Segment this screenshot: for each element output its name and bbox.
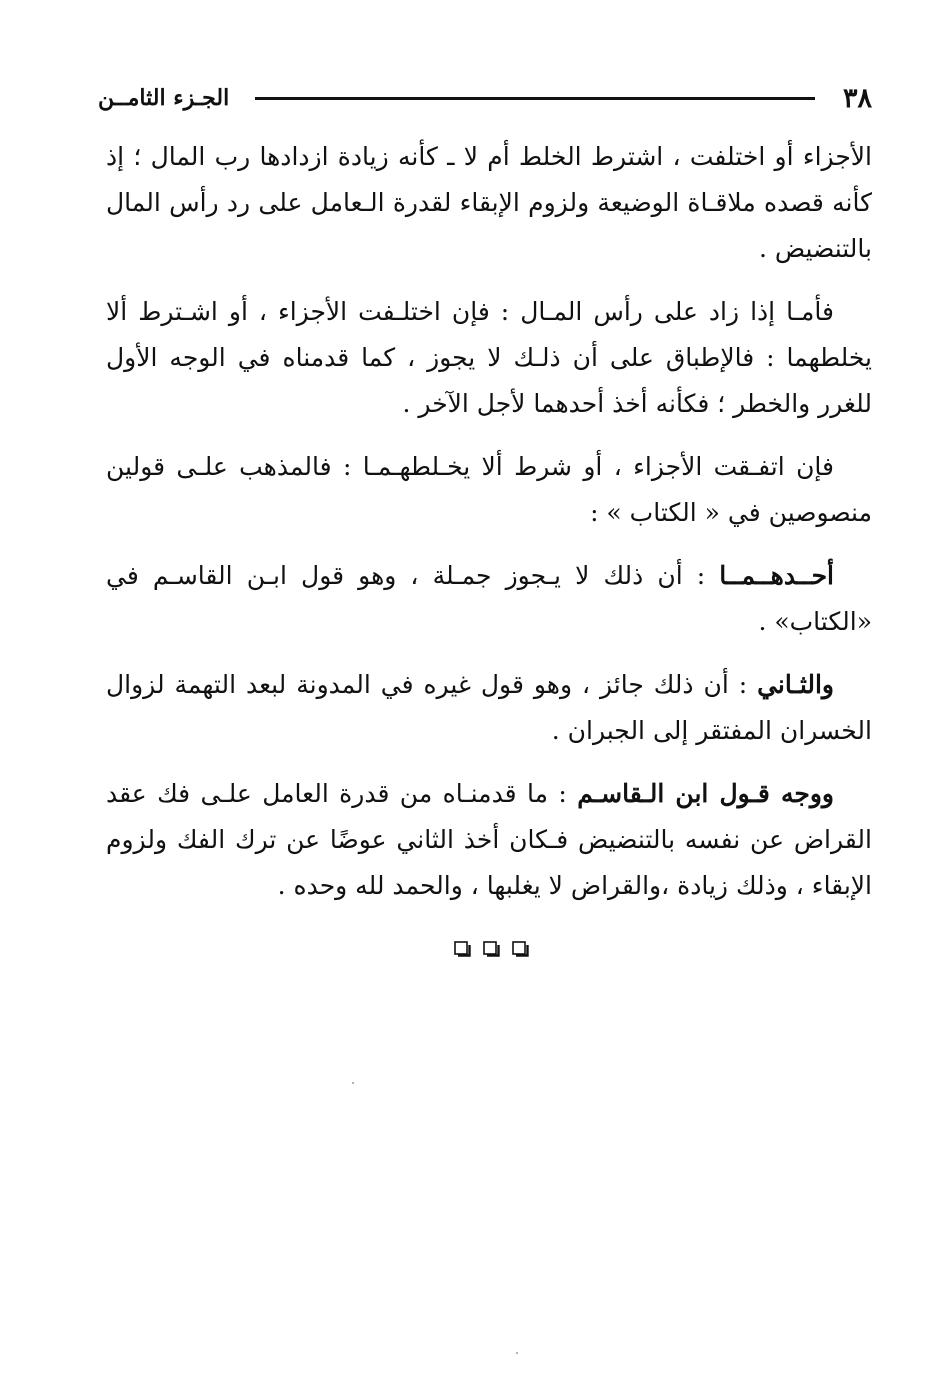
section-end-ornament: [454, 938, 530, 962]
square-box-icon: [454, 941, 472, 959]
square-box-icon: [512, 941, 530, 959]
paragraph-lead: والثـاني: [757, 670, 834, 699]
running-title: الجـزء الثامــن: [98, 85, 230, 111]
header-rule: [255, 97, 815, 100]
body-text: [106, 134, 872, 921]
scan-speck: [516, 1352, 518, 1354]
paragraph-3: [106, 444, 872, 536]
paragraph-text: : أن ذلك جائز ، وهو قول غيره في المدونة لبعد التهمة لزوال الخسران المفتقر إلى الجبران .: [106, 670, 872, 745]
page-header: [98, 78, 872, 118]
paragraph-text: فإن اتفـقت الأجزاء ، أو شرط ألا يخـلطهـمـا : فالمذهب علـى قولين منصوصين في « الكتاب » :: [106, 452, 872, 527]
paragraph-6: [106, 771, 872, 909]
square-box-icon: [483, 941, 501, 959]
paragraph-4: [106, 553, 872, 645]
paragraph-text: فأمـا إذا زاد على رأس المـال : فإن اختلـفت الأجزاء ، أو اشـترط ألا يخلطهما : فالإطباق على أن ذلـك لا يجوز ، كما قدمناه في الوجه الأول للغرر والخطر ؛ فكأنه أخذ أحدهما لأجل الآخر .: [106, 297, 872, 418]
paragraph-5: [106, 662, 872, 754]
page-number: ٣٨: [842, 82, 872, 114]
paragraph-text: : أن ذلك لا يـجوز جمـلة ، وهو قول ابـن القاسـم في «الكتاب» .: [106, 561, 872, 636]
paragraph-1: [106, 134, 872, 272]
paragraph-2: [106, 289, 872, 427]
paragraph-lead: أحــدهــمــا: [719, 561, 834, 590]
paragraph-text: الأجزاء أو اختلفت ، اشترط الخلط أم لا ـ كأنه زيادة ازدادها رب المال ؛ إذ كأنه قصده ملاقـاة الوضيعة ولزوم الإبقاء لقدرة الـعامل على رد رأس المال بالتنضيض .: [106, 142, 872, 263]
paragraph-lead: ووجه قـول ابن الـقاسـم: [577, 779, 834, 808]
paragraph-text: : ما قدمنـاه من قدرة العامل علـى فك عقد القراض عن نفسه بالتنضيض فـكان أخذ الثاني عوضًا عن ترك الفك ولزوم الإبقاء ، وذلك زيادة ،والقراض لا يغلبها ، والحمد لله وحده .: [106, 779, 872, 900]
scan-speck: [352, 1082, 354, 1084]
